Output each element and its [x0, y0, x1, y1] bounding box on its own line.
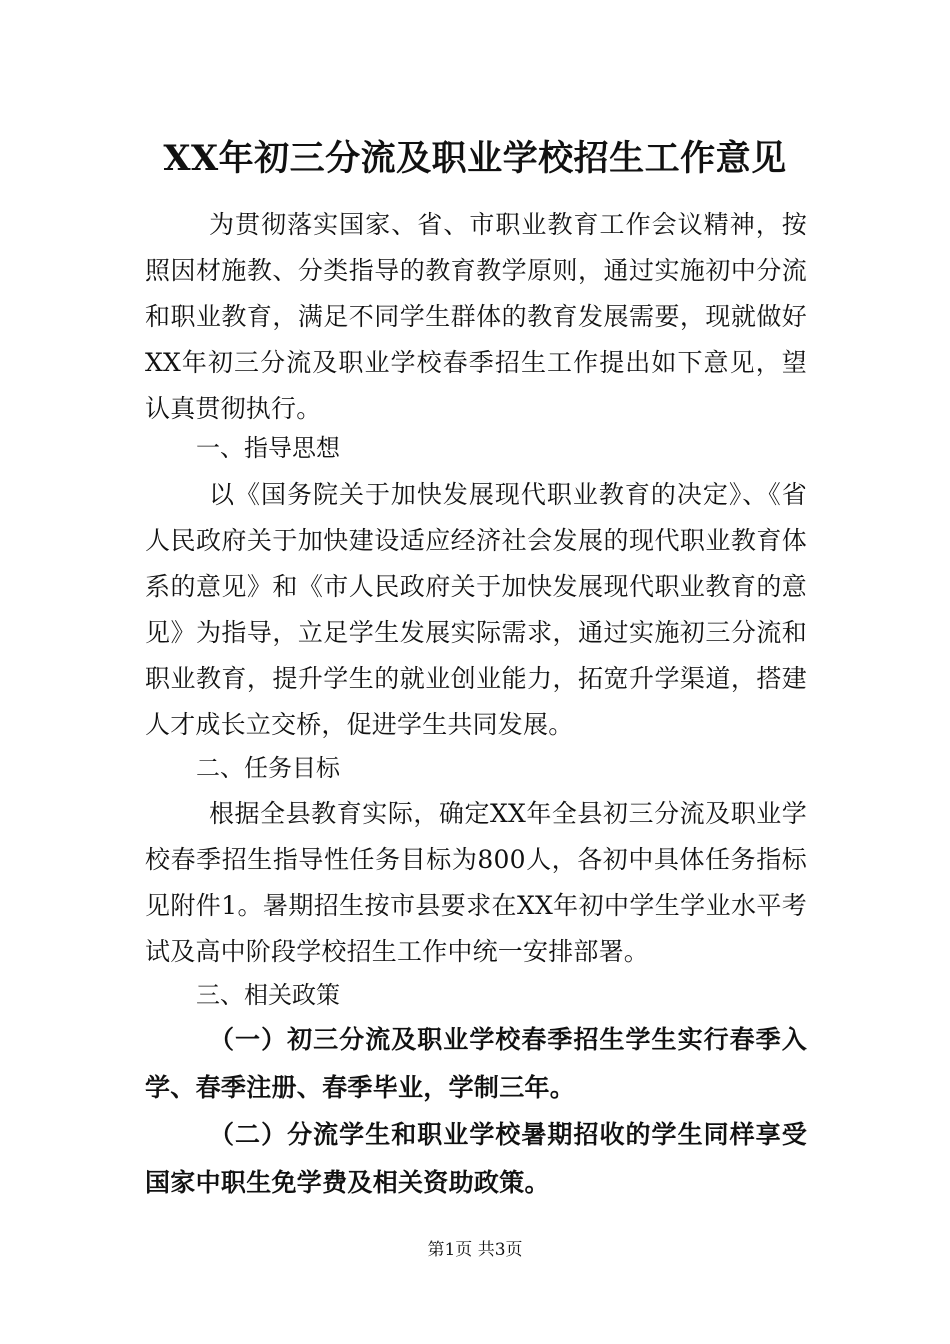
page-number-footer: 第1页 共3页: [427, 1240, 523, 1260]
policy-item-1: （一）初三分流及职业学校春季招生学生实行春季入学、春季注册、春季毕业，学制三年。: [145, 1025, 807, 1102]
task-goals-paragraph: 根据全县教育实际，确定XX年全县初三分流及职业学校春季招生指导性任务目标为800人，各初中具体任务指标见附件1。暑期招生按市县要求在XX年初中学生学业水平考试及高中阶段学校招生工作中统一安排部署。: [145, 799, 807, 966]
section-heading-task-goals: 二、任务目标: [196, 754, 340, 782]
policy-item-2: （二）分流学生和职业学校暑期招收的学生同样享受国家中职生免学费及相关资助政策。: [145, 1120, 807, 1197]
guiding-thought-paragraph: 以《国务院关于加快发展现代职业教育的决定》、《省人民政府关于加快建设适应经济社会发展的现代职业教育体系的意见》和《市人民政府关于加快发展现代职业教育的意见》为指导，立足学生发展实际需求，通过实施初三分流和职业教育，提升学生的就业创业能力，拓宽升学渠道，搭建人才成长立交桥，促进学生共同发展。: [145, 480, 807, 739]
document-title: XX年初三分流及职业学校招生工作意见: [163, 138, 787, 179]
section-heading-guiding-thought: 一、指导思想: [196, 434, 340, 462]
intro-paragraph: 为贯彻落实国家、省、市职业教育工作会议精神，按照因材施教、分类指导的教育教学原则，通过实施初中分流和职业教育，满足不同学生群体的教育发展需要，现就做好XX年初三分流及职业学校春季招生工作提出如下意见，望认真贯彻执行。: [145, 210, 807, 423]
section-heading-related-policies: 三、相关政策: [196, 981, 340, 1009]
